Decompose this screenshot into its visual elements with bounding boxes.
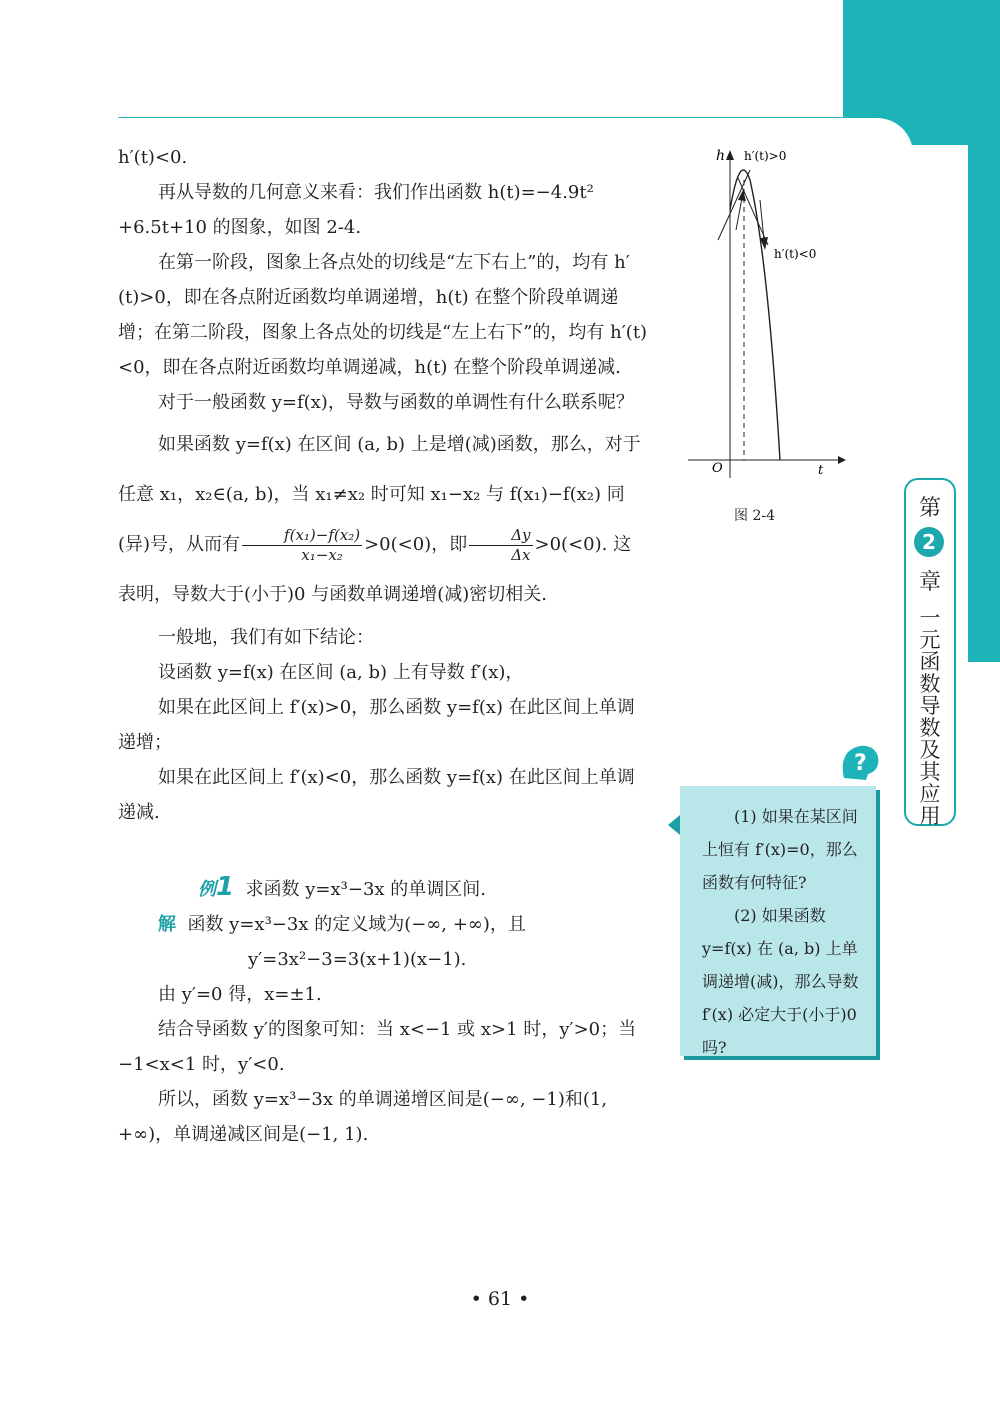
question-pointer-icon <box>668 815 680 835</box>
arrow-up-icon <box>738 190 746 201</box>
page-number: • 61 • <box>470 1288 530 1310</box>
chapter-label-top: 第 <box>918 496 941 521</box>
chapter-number: 2 <box>914 527 944 557</box>
paragraph-2: 再从导数的几何意义来看：我们作出函数 h(t)=−4.9t² +6.5t+10 的图象，如图 2-4. <box>118 182 594 238</box>
solution-line-4: 结合导函数 y′的图象可知：当 x<−1 或 x>1 时，y′>0；当−1<x<1 时，y′<0. <box>118 1019 637 1075</box>
paragraph-5: 如果函数 y=f(x) 在区间 (a, b) 上是增(减)函数，那么，对于任意 x₁，x₂∈(a, b)，当 x₁≠x₂ 时可知 x₁−x₂ 与 f(x₁)−f(x₂) 同(异)号，从而有 $\frac{\text{f(x₁)−f(x₂)}}{\text{x₁−x₂}}$ >0(<0)，即 $\frac{\Delta y}{\Delta x}$ >0(<0). 这表明，导数大于(小于)0 与函数单调递增(减)密切相关. <box>118 434 641 605</box>
fraction-difference-quotient: $\frac{\text{f(x₁)−f(x₂)}}{\text{x₁−x₂}}$ <box>242 526 362 565</box>
header-rule <box>118 117 848 118</box>
paragraph-4: 对于一般函数 y=f(x)，导数与函数的单调性有什么联系呢？ <box>158 392 634 413</box>
solution-line-2: y′=3x²−3=3(x+1)(x−1). <box>248 949 467 970</box>
fraction-delta: $\frac{\Delta y}{\Delta x}$ <box>469 526 532 565</box>
example-badge: 例1 <box>198 872 235 902</box>
sidebar-question-2: (2) 如果函数 y=f(x) 在 (a, b) 上单调递增(减)，那么导数 f′(x) 必定大于(小于)0 吗? <box>702 906 859 1057</box>
paragraph-7: 设函数 y=f(x) 在区间 (a, b) 上有导数 f′(x)， <box>158 662 524 683</box>
chapter-title: 一 元 函 数 导 数 及 其 应 用 <box>919 606 941 828</box>
question-head-icon <box>838 742 882 782</box>
sidebar-question-1: (1) 如果在某区间上恒有 f′(x)=0，那么函数有何特征? <box>702 807 858 892</box>
paragraph-6: 一般地，我们有如下结论： <box>158 627 374 648</box>
main-text <box>118 140 648 1152</box>
t-axis-label: t <box>818 463 824 478</box>
solution-line-5: 所以，函数 y=x³−3x 的单调递增区间是(−∞, −1)和(1, +∞)，单调递减区间是(−1, 1). <box>118 1089 608 1145</box>
solution-line-3: 由 y′=0 得，x=±1. <box>158 984 322 1005</box>
figure-2-4 <box>688 140 848 480</box>
example-question: 例1 求函数 y=x³−3x 的单调区间. <box>118 870 648 907</box>
h-axis-label: h <box>716 148 726 164</box>
side-band <box>968 0 1000 662</box>
paragraph-8: 如果在此区间上 f′(x)>0，那么函数 y=f(x) 在此区间上单调递增； <box>118 697 635 753</box>
label-negative: h′(t)<0 <box>774 247 817 261</box>
paragraph-9: 如果在此区间上 f′(x)<0，那么函数 y=f(x) 在此区间上单调递减. <box>118 767 635 823</box>
question-box <box>680 786 876 1056</box>
arrow-up-line <box>736 198 742 230</box>
h-axis-arrow-icon <box>726 150 734 160</box>
svg-text:?: ? <box>854 751 867 776</box>
parabola-curve <box>730 170 780 460</box>
figure-caption: 图 2-4 <box>734 508 775 524</box>
paragraph-3: 在第一阶段，图象上各点处的切线是“左下右上”的，均有 h′(t)>0，即在各点附近函数均单调递增，h(t) 在整个阶段单调递增；在第二阶段，图象上各点处的切线是“左上右下”的，均有 h′(t)<0，即在各点附近函数均单调递减，h(t) 在整个阶段单调递减. <box>118 252 648 378</box>
chapter-tab <box>904 478 956 826</box>
arrow-down-line <box>760 200 764 240</box>
t-axis-arrow-icon <box>838 456 846 464</box>
tangent-rising <box>718 170 750 240</box>
label-positive: h′(t)>0 <box>744 149 787 163</box>
paragraph-1: h′(t)<0. <box>118 147 188 168</box>
solution-line-1: 解 函数 y=x³−3x 的定义域为(−∞, +∞)，且 <box>158 914 526 935</box>
chapter-label-mid: 章 <box>918 570 941 595</box>
origin-label: O <box>712 461 723 476</box>
